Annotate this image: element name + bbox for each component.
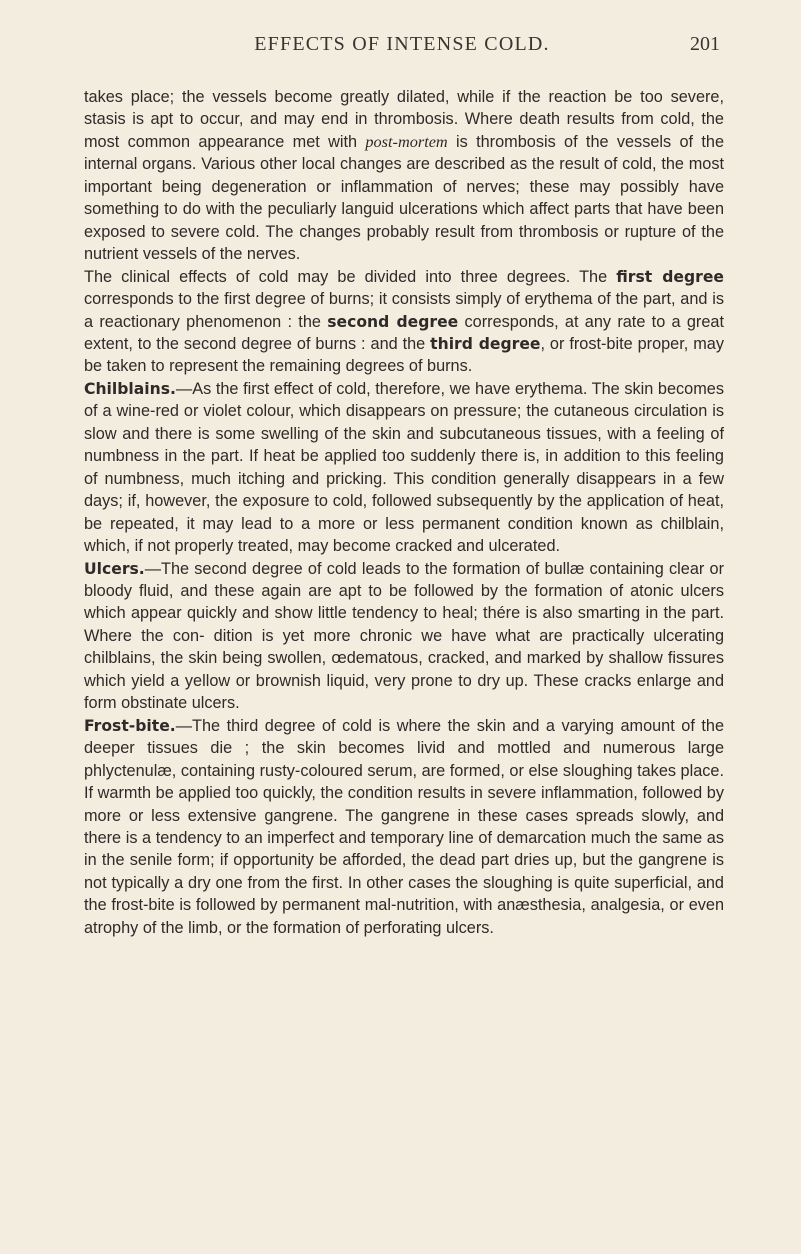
- paragraph-text: —The third degree of cold is where the skin and a varying amount of the deeper tissues die ; the skin becomes livid and mottled and numerous large phlyctenulæ, containing rusty-coloured serum, are formed, or else sloughing takes place. If warmth be applied too quickly, the condition results in severe inflammation, followed by more or less extensive gangrene. The gangrene in these cases spreads slowly, and there is a tendency to an imperfect and temporary line of demarcation much the same as in the senile form; if opportunity be afforded, the dead part dries up, but the gangrene is not typically a dry one from the first. In other cases the sloughing is quite superficial, and the frost-bite is followed by permanent mal-nutrition, with anæsthesia, analgesia, or even atrophy of the limb, or the formation of perforating ulcers.: [84, 716, 724, 937]
- bold-term-first-degree: first degree: [616, 267, 724, 286]
- paragraph-text: The clinical effects of cold may be divided into three degrees. The: [84, 267, 617, 286]
- paragraph-text: , or frost-bite proper, may be taken to represent the remaining degrees of burns.: [84, 334, 724, 376]
- running-head: [84, 33, 720, 61]
- paragraph-frost-bite: [84, 715, 724, 940]
- italic-term: post-mortem: [365, 131, 448, 151]
- body-text: [84, 86, 724, 939]
- paragraph-text: corresponds, at any rate to a great extent, to the second degree of burns : and the: [84, 312, 724, 353]
- paragraph-text: —The second degree of cold leads to the formation of bullæ containing clear or bloody fluid, and these again are apt to be followed by the formation of atonic ulcers which appear quickly and show little tendency to heal; thére is also smarting in the part. Where the con- dition is yet more chronic we have what are practically ulcerating chilblains, the skin being swollen, œdematous, cracked, and marked by shallow fissures which yield a yellow or brownish liquid, very prone to dry up. These cracks enlarge and form obstinate ulcers.: [84, 559, 724, 713]
- page-number: 201: [690, 33, 720, 55]
- bold-term-third-degree: third degree: [430, 334, 541, 353]
- section-heading-chilblains: Chilblains.: [84, 379, 176, 398]
- paragraph-thrombosis: [84, 86, 724, 266]
- running-title: EFFECTS OF INTENSE COLD.: [254, 33, 550, 55]
- paragraph-text: takes place; the vessels become greatly dilated, while if the reaction be too severe, stasis is apt to occur, and may end in thrombosis. Where death results from cold, the most common appearance met with: [84, 88, 724, 151]
- paragraph-clinical-effects: [84, 266, 724, 378]
- paragraph-text: corresponds to the first degree of burns; it consists simply of erythema of the part, and is a reactionary phenomenon : the: [84, 290, 724, 331]
- paragraph-text: —As the first effect of cold, therefore, we have erythema. The skin becomes of a wine-red or violet colour, which disappears on pressure; the cutaneous circulation is slow and there is some swelling of the skin and subcutaneous tissues, with a feeling of numbness in the part. If heat be applied too suddenly there is, in addition to this feeling of numbness, much itching and pricking. This condition generally disappears in a few days; if, however, the exposure to cold, followed subsequently by the application of heat, be repeated, it may lead to a more or less permanent condition known as chilblain, which, if not properly treated, may become cracked and ulcerated.: [84, 379, 724, 556]
- paragraph-chilblains: [84, 378, 724, 558]
- section-heading-ulcers: Ulcers.: [84, 559, 145, 578]
- section-heading-frost-bite: Frost-bite.: [84, 716, 176, 735]
- paragraph-ulcers: [84, 558, 724, 715]
- paragraph-text: is thrombosis of the vessels of the internal organs. Various other local changes are described as the result of cold, the most important being degeneration or inflammation of nerves; these may possibly have something to do with the peculiarly languid ulcerations which affect parts that have been exposed to severe cold. The changes probably result from thrombosis or rupture of the nutrient vessels of the nerves.: [84, 132, 724, 264]
- bold-term-second-degree: second degree: [327, 312, 459, 331]
